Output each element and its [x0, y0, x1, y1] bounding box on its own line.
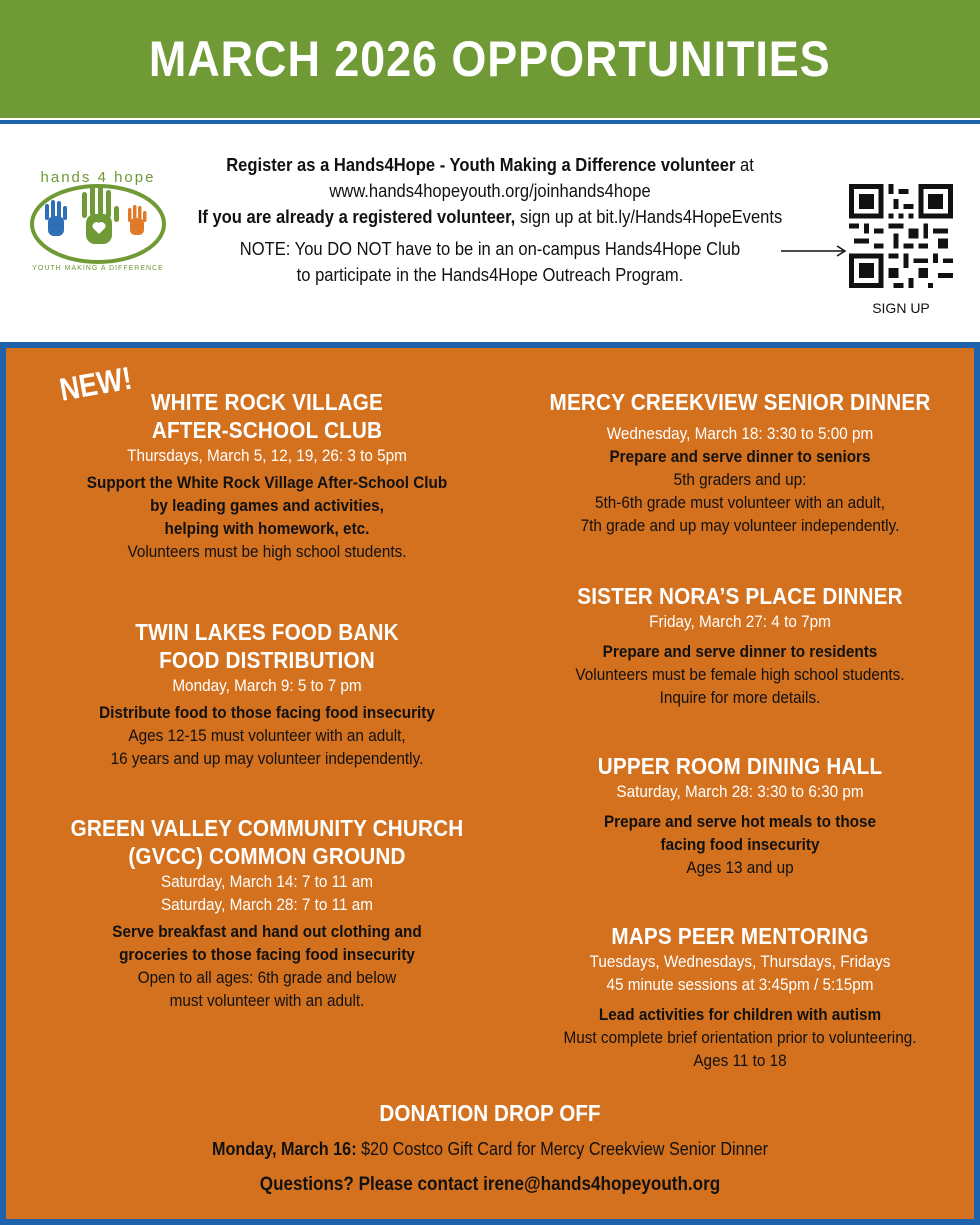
donation-item: $20 Costco Gift Card for Mercy Creekview Senior Dinner	[356, 1139, 769, 1159]
event-upper-room	[510, 752, 970, 879]
event-requirement: Ages 12-15 must volunteer with an adult,	[128, 726, 406, 745]
event-sister-noras-place	[510, 582, 970, 709]
donation-title: DONATION DROP OFF	[379, 1100, 601, 1126]
event-description: facing food insecurity	[660, 835, 820, 854]
note-line-1: NOTE: You DO NOT have to be in an on-campus Hands4Hope Club	[239, 239, 741, 259]
event-title: SISTER NORA’S PLACE DINNER	[577, 583, 903, 609]
event-requirement: must volunteer with an adult.	[169, 991, 365, 1010]
register-at: at	[735, 155, 754, 175]
qr-signup-label: SIGN UP	[872, 300, 930, 316]
event-description: Prepare and serve dinner to residents	[602, 642, 878, 661]
svg-text:YOUTH MAKING A DIFFERENCE: YOUTH MAKING A DIFFERENCE	[32, 265, 164, 272]
event-description: groceries to those facing food insecurity	[119, 945, 415, 964]
donation-date: Monday, March 16:	[211, 1139, 357, 1159]
arrow-right-icon	[781, 244, 847, 258]
already-registered-line	[196, 204, 785, 230]
event-description: Support the White Rock Village After-School Club	[86, 473, 448, 492]
registration-text	[170, 152, 810, 288]
contact-line[interactable]: Questions? Please contact irene@hands4hopeyouth.org	[259, 1174, 721, 1195]
header-banner	[0, 0, 980, 118]
page-title: MARCH 2026 OPPORTUNITIES	[149, 31, 831, 87]
signup-link-text[interactable]: sign up at bit.ly/Hands4HopeEvents	[515, 207, 783, 227]
event-requirement: Volunteers must be high school students.	[127, 542, 407, 561]
event-date: 45 minute sessions at 3:45pm / 5:15pm	[606, 975, 874, 994]
event-requirement: 5th-6th grade must volunteer with an adult,	[594, 493, 886, 512]
event-requirement: Inquire for more details.	[659, 688, 821, 707]
event-requirement: 16 years and up may volunteer independently.	[110, 749, 424, 768]
event-requirement: Open to all ages: 6th grade and below	[137, 968, 397, 987]
event-date: Monday, March 9: 5 to 7 pm	[172, 676, 362, 695]
event-date: Saturday, March 28: 3:30 to 6:30 pm	[616, 782, 864, 801]
event-title: WHITE ROCK VILLAGE	[150, 389, 384, 415]
new-badge: NEW!	[56, 359, 135, 408]
header-divider	[0, 120, 980, 124]
event-description: Prepare and serve dinner to seniors	[609, 447, 871, 466]
event-description: Lead activities for children with autism	[598, 1005, 882, 1024]
event-title: MAPS PEER MENTORING	[611, 923, 869, 949]
event-date: Saturday, March 28: 7 to 11 am	[160, 895, 374, 914]
event-gvcc-common-ground	[44, 814, 490, 1012]
event-requirement: Ages 11 to 18	[693, 1051, 787, 1070]
event-description: Prepare and serve hot meals to those	[603, 812, 877, 831]
event-date: Friday, March 27: 4 to 7pm	[649, 612, 831, 631]
event-maps-peer-mentoring	[510, 922, 970, 1072]
event-title: AFTER-SCHOOL CLUB	[151, 417, 383, 443]
event-description: Serve breakfast and hand out clothing and	[112, 922, 422, 941]
qr-code-icon[interactable]	[849, 184, 953, 288]
event-title: UPPER ROOM DINING HALL	[597, 753, 883, 779]
event-title: GREEN VALLEY COMMUNITY CHURCH	[70, 815, 464, 841]
event-description: by leading games and activities,	[150, 496, 384, 515]
event-date: Saturday, March 14: 7 to 11 am	[160, 872, 374, 891]
event-requirement: Volunteers must be female high school students.	[575, 665, 905, 684]
svg-text:hands 4 hope: hands 4 hope	[40, 169, 156, 186]
event-requirement: Must complete brief orientation prior to volunteering.	[563, 1028, 917, 1047]
register-heading: Register as a Hands4Hope - Youth Making a Difference volunteer	[226, 155, 736, 175]
note-line-2: to participate in the Hands4Hope Outreach Program.	[296, 265, 684, 285]
event-date: Wednesday, March 18: 3:30 to 5:00 pm	[606, 424, 874, 443]
donation-line	[49, 1139, 931, 1160]
event-requirement: Ages 13 and up	[686, 858, 794, 877]
donation-section	[0, 1100, 980, 1196]
event-mercy-creekview	[510, 388, 970, 537]
event-title: (GVCC) COMMON GROUND	[128, 843, 406, 869]
event-title: TWIN LAKES FOOD BANK	[135, 619, 399, 645]
hands4hope-logo	[26, 166, 171, 276]
event-twin-lakes-food-bank	[44, 618, 490, 770]
register-url[interactable]: www.hands4hopeyouth.org/joinhands4hope	[329, 181, 651, 201]
registration-info	[0, 126, 980, 342]
register-line	[196, 152, 785, 178]
already-registered-heading: If you are already a registered volunteer,	[197, 207, 516, 227]
event-description: helping with homework, etc.	[164, 519, 370, 538]
event-description: Distribute food to those facing food insecurity	[99, 703, 435, 722]
event-title: MERCY CREEKVIEW SENIOR DINNER	[549, 389, 931, 415]
event-title: FOOD DISTRIBUTION	[159, 647, 375, 673]
event-date: Tuesdays, Wednesdays, Thursdays, Fridays	[589, 952, 891, 971]
event-requirement: 7th grade and up may volunteer independently.	[580, 516, 900, 535]
event-white-rock-village	[44, 388, 490, 563]
event-requirement: 5th graders and up:	[673, 470, 807, 489]
event-date: Thursdays, March 5, 12, 19, 26: 3 to 5pm	[127, 446, 407, 465]
